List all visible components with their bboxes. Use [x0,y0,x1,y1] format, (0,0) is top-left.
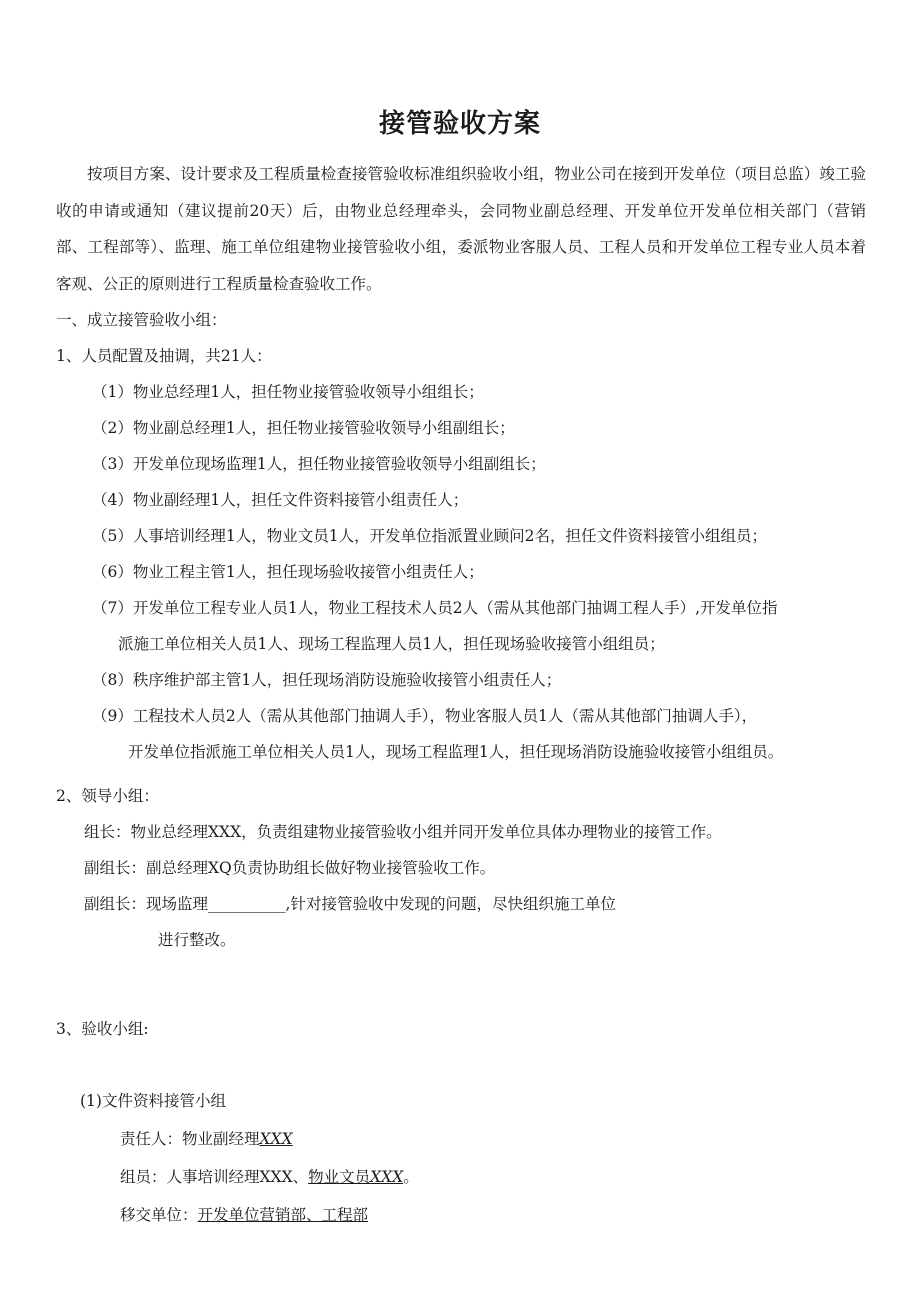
intro-paragraph: 按项目方案、设计要求及工程质量检查接管验收标准组织验收小组，物业公司在接到开发单位（项目总监）竣工验收的申请或通知（建议提前20天）后，由物业总经理牵头，会同物业副总经理、开发单位开发单位相关部门（营销部、工程部等）、监理、施工单位组建物业接管验收小组，委派物业客服人员、工程人员和开发单位工程专业人员本着客观、公正的原则进行工程质量检查验收工作。 [56,165,866,293]
transfer-label: 移交单位： [120,1206,198,1224]
deputy-line-1: 副组长：副总经理XQ负责协助组长做好物业接管验收工作。 [84,859,496,877]
staff-item-9-cont: 开发单位指派施工单位相关人员1人，现场工程监理1人，担任现场消防设施验收接管小组组员。 [128,743,784,761]
deputy-line-2 [84,886,616,922]
staff-item-1: （1）物业总经理1人，担任物业接管验收领导小组组长； [92,383,484,401]
staff-item-7-cont: 派施工单位相关人员1人、现场工程监理人员1人，担任现场验收接管小组组员； [118,635,665,653]
staff-item-3: （3）开发单位现场监理1人，担任物业接管验收领导小组副组长； [92,455,546,473]
document-title: 接管验收方案 [378,109,541,139]
staff-item-9: （9）工程技术人员2人（需从其他部门抽调人手），物业客服人员1人（需从其他部门抽调人手）， [92,707,758,725]
staff-item-8: （8）秩序维护部主管1人，担任现场消防设施验收接管小组责任人； [92,671,562,689]
responsible-label: 责任人：物业副经理 [120,1130,260,1148]
responsible-name: XXX [259,1130,293,1148]
staffing-heading: 1、人员配置及抽调，共21人： [56,347,272,365]
staff-item-2: （2）物业副总经理1人，担任物业接管验收领导小组副组长； [92,419,515,437]
staff-item-6: （6）物业工程主管1人，担任现场验收接管小组责任人； [92,563,484,581]
deputy2-suffix: ,针对接管验收中发现的问题，尽快组织施工单位 [285,895,616,913]
staff-item-5: （5）人事培训经理1人，物业文员1人，开发单位指派置业顾问2名，担任文件资料接管小组组员； [92,527,767,545]
transfer-value: 开发单位营销部、工程部 [197,1206,369,1224]
section1-heading: 一、成立接管验收小组： [56,311,227,329]
members-clerk-name: XXX [370,1168,404,1186]
staff-item-4: （4）物业副经理1人，担任文件资料接管小组责任人； [92,491,469,509]
staff-item-7: （7）开发单位工程专业人员1人，物业工程技术人员2人（需从其他部门抽调工程人手）,开发单位指 [92,599,778,617]
members-clerk: 物业文员 [308,1168,371,1186]
responsible-line [120,1121,293,1157]
leader-line: 组长：物业总经理XXX，负责组建物业接管验收小组并同开发单位具体办理物业的接管工作。 [84,823,722,841]
members-label: 组员：人事培训经理XXX、 [120,1168,309,1186]
section3-heading: 3、验收小组: [56,1020,149,1038]
members-line [120,1159,419,1195]
deputy2-blank: __________ [208,895,286,913]
transfer-line [120,1197,368,1233]
deputy2-prefix: 副组长：现场监理 [84,895,209,913]
members-end: 。 [403,1168,419,1186]
group1-title: (1)文件资料接管小组 [80,1092,226,1110]
deputy-line-2-cont: 进行整改。 [158,931,236,949]
section2-heading: 2、领导小组： [56,787,159,805]
